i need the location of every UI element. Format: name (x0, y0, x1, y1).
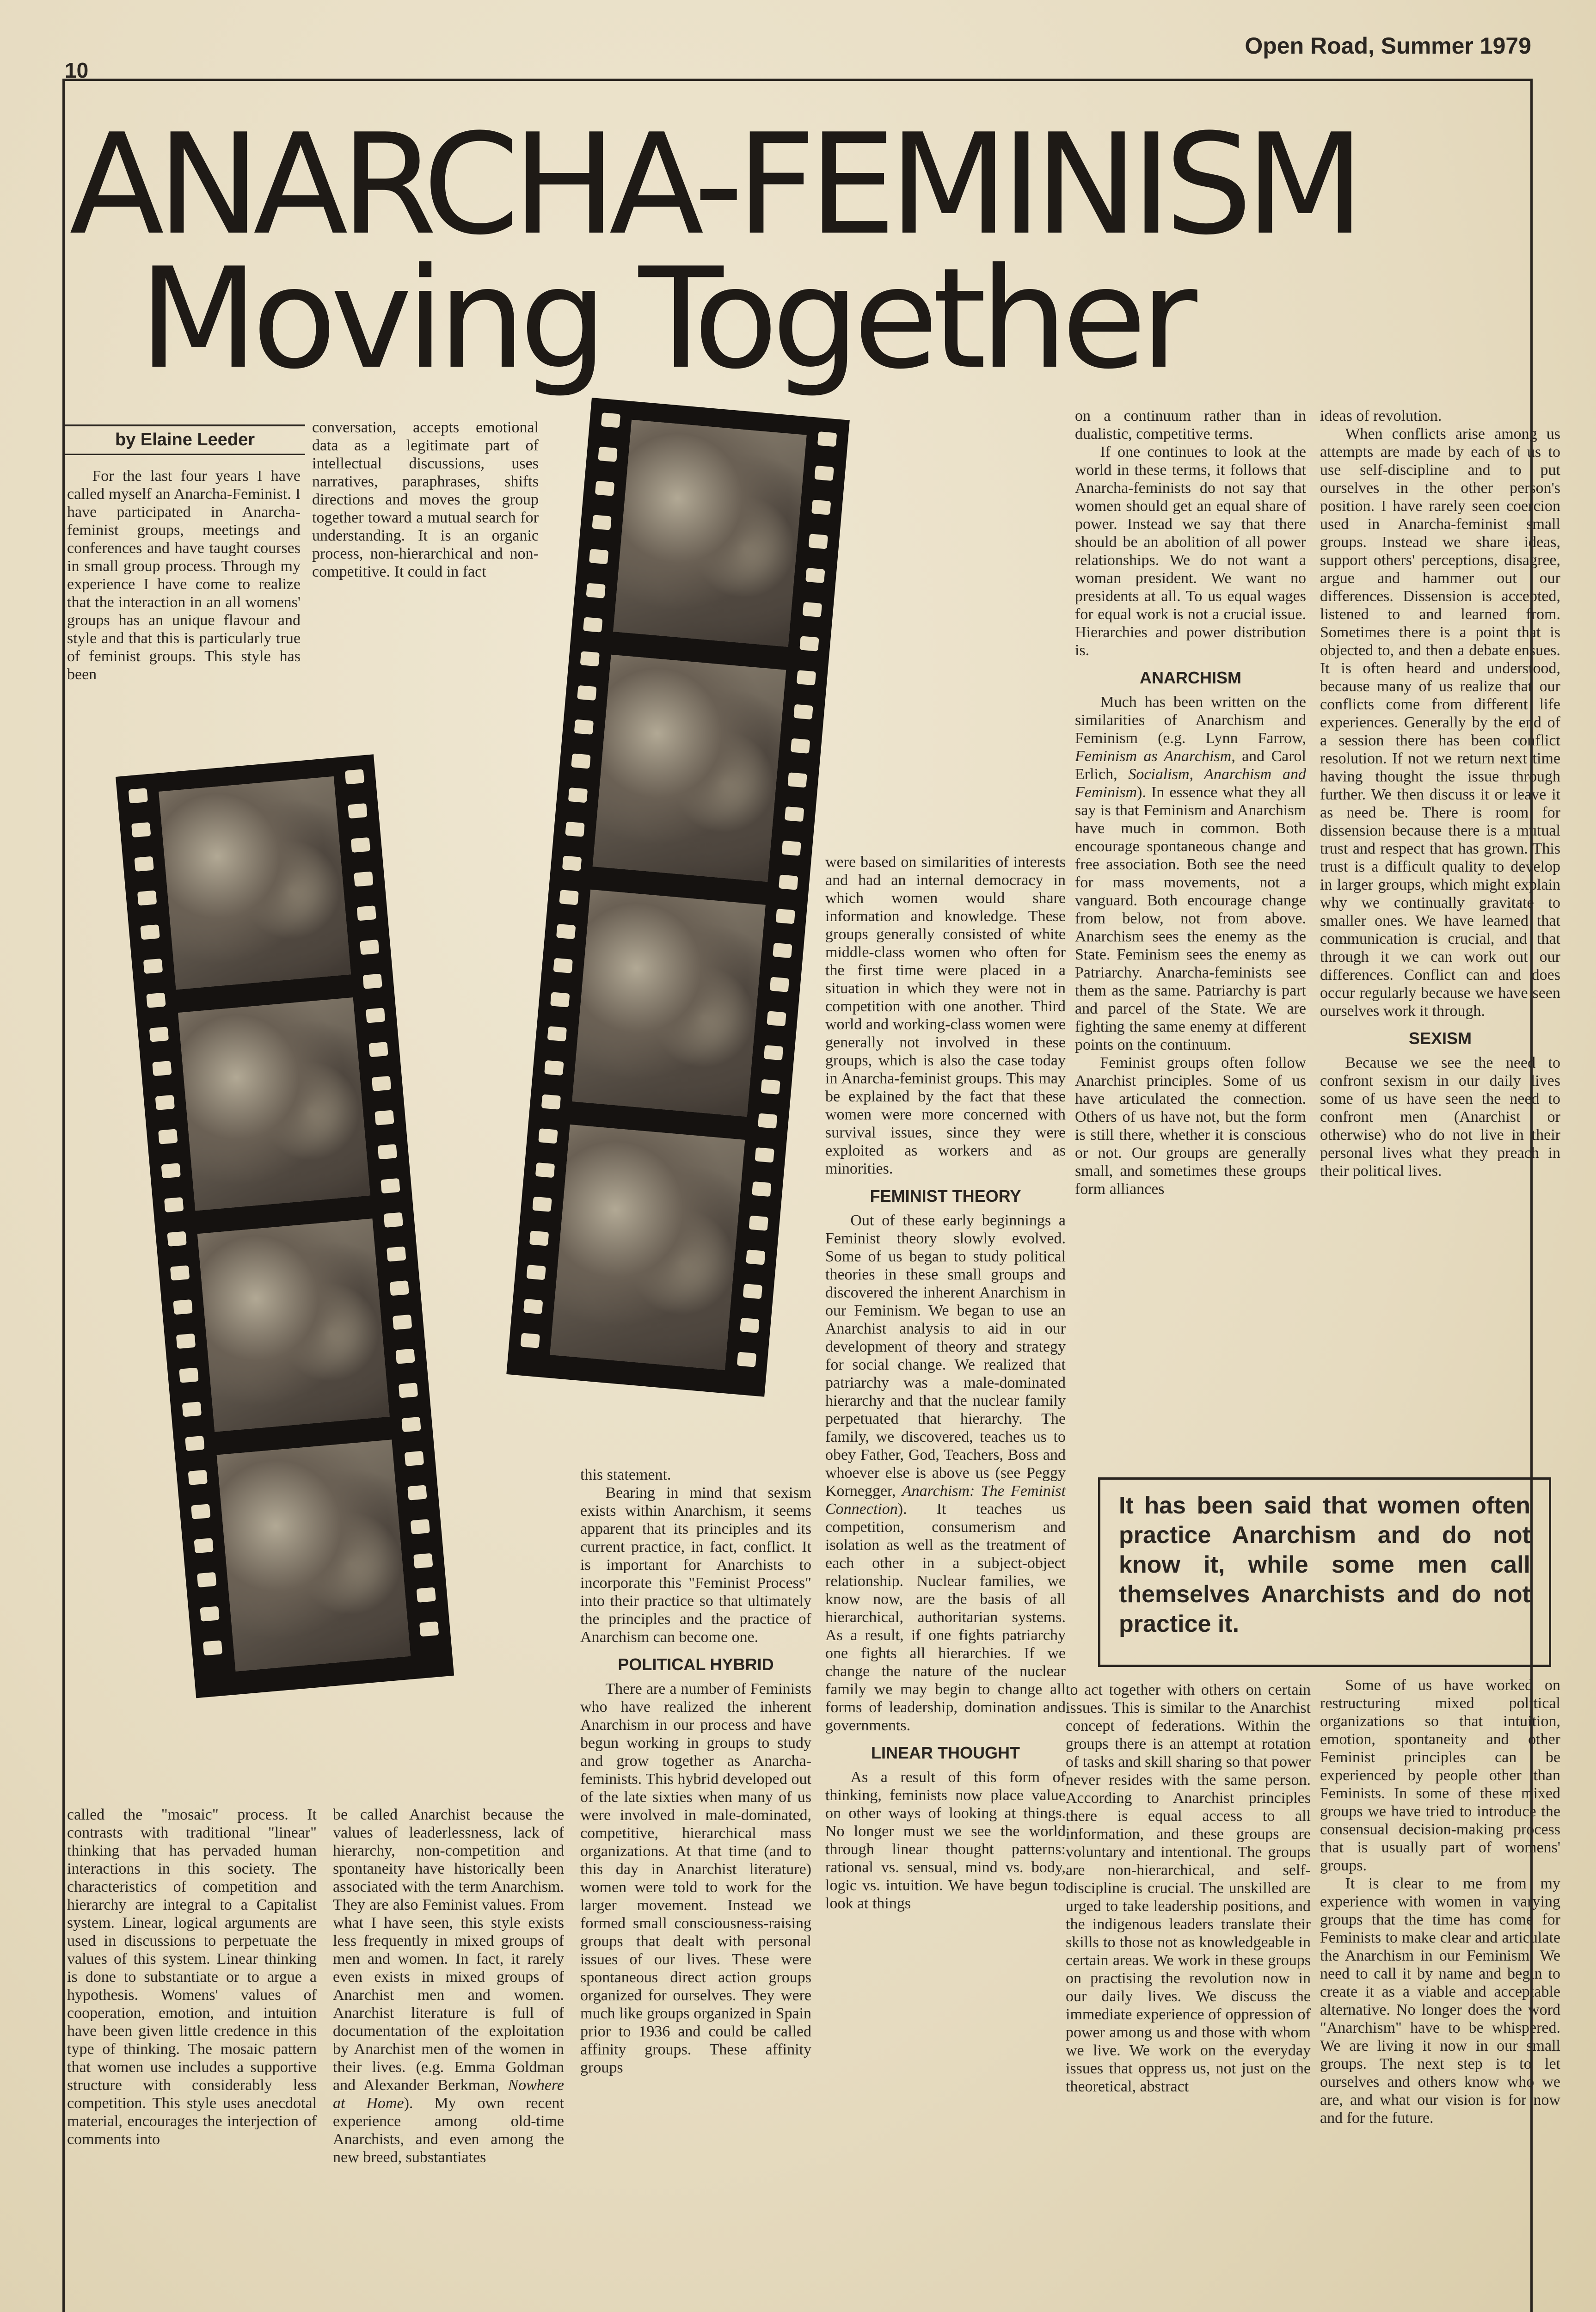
headline-main: ANARCHA-FEMINISM (69, 104, 1357, 265)
column-feminist-theory: were based on similarities of interests and had an internal democracy in which women would share information and knowledge. These groups generally consisted of white middle-class women who often for the first time were placed in a situation in which they were not in competition with one another. Third world and working-class women were generally not involved in these groups, which is also the case today in Anarcha-feminist groups. This may be explained by the fact that these women were more concerned with survival issues, since they were exploited as workers and as minorities. FEMINIST THEORY Out of these early beginnings a Feminist theory slowly evolved. Some of us began to study political theories in these small groups and discovered the inherent Anarchism in our Feminism. We began to use an Anarchist analysis to aid in our development of theory and strategy for social change. We realized that patriarchy was a male-dominated hierarchy and that the nuclear family perpetuated that hierarchy. The family, we discovered, teaches us to obey Father, God, Teachers, Boss and whoever else is above us (see Peggy Kornegger, Anarchism: The Feminist Connection). It teaches us competition, consumerism and isolation as well as the treatment of each other in a subject-object relationship. Nuclear families, we know now, are the basis of all hierarchical, authoritarian systems. As a result, if one fights patriarchy one fights all hierarchies. If we change the nature of the nuclear family we may begin to change all forms of leadership, domination and governments. LINEAR THOUGHT As a result of this form of thinking, feminists now place value on other ways of looking at things. No longer must we see the world through linear thought patterns: rational vs. sensual, mind vs. body, logic vs. intuition. We have begun to look at things (825, 854, 1066, 1912)
photo-frame (572, 890, 766, 1117)
section-heading-sexism: SEXISM (1408, 1029, 1472, 1048)
section-heading-anarchism: ANARCHISM (1140, 668, 1241, 687)
column-mosaic: called the "mosaic" process. It contrasts with traditional "linear" thinking that has pervaded human interactions in this society. The characteristics of competition and hierarchy are integral to a Capitalist system. Linear, logical arguments are used in discussions to perpetuate the values of this system. Linear thinking is done to substantiate or to argue a hypothesis. Womens' values of cooperation, emotion, and intuition have been given little credence in this type of thinking. The mosaic pattern that women use includes a supportive structure with considerably less competition. This style uses anecdotal material, encourages the interjection of comments into (67, 1806, 317, 2148)
column-conversation: conversation, accepts emotional data as a legitimate part of intellectual discussions, uses narratives, paraphrases, shifts directions and moves the group together toward a mutual search for understanding. It is an organic process, non-hierarchical and non-competitive. It could in fact (312, 419, 539, 580)
photo-frame (197, 1218, 390, 1432)
headline-sub: Moving Together (139, 238, 1191, 400)
photo-frame (613, 420, 807, 647)
intro-column: For the last four years I have called myself an Anarcha-Feminist. I have participated in Anarcha-feminist groups, meetings and conferences and have taught courses in small group process. Through my experience I have come to realize that the interaction in an all womens' groups has an unique flavour and style and that this is particularly true of feminist groups. This style has been (67, 467, 301, 683)
photo-frame (593, 655, 786, 882)
section-heading-political-hybrid: POLITICAL HYBRID (618, 1655, 774, 1674)
column-anarchist-values: be called Anarchist because the values of leaderlessness, lack of hierarchy, non-competition and spontaneity have historically been associated with the term Anarchism. They are also Feminist values. From what I have seen, this style exists less frequently in mixed groups of men and women. In fact, it rarely even exists in mixed groups of Anarchist men and women. Anarchist literature is full of documentation of the exploitation by Anarchist men of the women in their lives. (e.g. Emma Goldman and Alexander Berkman, Nowhere at Home). My own recent experience among old-time Anarchists, and even among the new breed, substantiates (333, 1806, 564, 2166)
column-federations: to act together with others on certain issues. This is similar to the Anarchist concept of federations. Within the groups there is an attempt at rotation of tasks and skill sharing so that power never resides with the same person. According to Anarchist principles there is equal access to all information, and these groups are voluntary and intentional. The groups are non-hierarchical, and self-discipline is crucial. The unskilled are urged to take leadership positions, and the indigenous leaders translate their skills to those not as knowledgeable in certain areas. We work in these groups on practising the revolution now in our daily lives. We discuss the immediate experience of oppression of power among us and those with whom we live. We work on the everyday issues that oppress us, not just on the theoretical, abstract (1066, 1681, 1311, 2095)
section-heading-linear-thought: LINEAR THOUGHT (871, 1743, 1020, 1762)
column-conflicts: ideas of revolution. When conflicts arise among us attempts are made by each of us to use self-discipline and to put ourselves in the other person's position. I have rarely seen coercion used in Anarcha-feminist small groups. Instead we share ideas, support others' perceptions, disagree, argue and hammer out our differences. Dissension is accepted, listened to and learned from. Sometimes there is a point that is objected to, and then a debate ensues. It is often heard and understood, because many of us realize that our conflicts come from different life experiences. Generally by the end of a session there has been conflict resolution. If not we return next time having thought the issue through further. We then discuss it or leave it as need be. There is room for dissension because there is a mutual trust and respect that has grown. This trust is a difficult quality to develop in larger groups, which might explain why we continually gravitate to smaller ones. We have learned that communication is crucial, and that through it we can work out our differences. Conflict can and does occur regularly because we have seen ourselves work it through. SEXISM Because we see the need to confront sexism in our daily lives some of us have seen the need to confront men (Anarchist or otherwise) who do not live in their personal lives what they preach in their political lives. (1320, 407, 1560, 1180)
column-anarchism: on a continuum rather than in dualistic, competitive terms. If one continues to look at the world in these terms, it follows that Anarcha-feminists do not say that women should get an equal share of power. Instead we say that there should be an abolition of all power relationships. We do not want a woman president. We want no presidents at all. To us equal wages for equal work is not a crucial issue. Hierarchies and power distribution is. ANARCHISM Much has been written on the similarities of Anarchism and Feminism (e.g. Lynn Farrow, Feminism as Anarchism, and Carol Erlich, Socialism, Anarchism and Feminism). In essence what they all say is that Feminism and Anarchism have much in common. Both encourage spontaneous change and free association. Both see the need for mass movements, not a vanguard. Both encourage change from below, not from above. Anarchism sees the enemy as the State. Feminism sees the enemy as Patriarchy. Anarcha-feminists see them as the same. Patriarchy is part and parcel of the State. We are fighting the same enemy at different points on the continuum. Feminist groups often follow Anarchist principles. Some of us have articulated the connection. Others of us have not, but the form is still there, whether it is conscious or not. Our groups are generally small, and sometimes these groups form alliances (1075, 407, 1306, 1198)
section-heading-feminist-theory: FEMINIST THEORY (870, 1187, 1021, 1205)
photo-frame (217, 1439, 411, 1671)
photo-frame (550, 1125, 745, 1370)
column-conclusion: Some of us have worked on restructuring mixed political organizations so that intuition, emotion, spontaneity and other Feminist principles can be experienced by people other than Feminists. In some of these mixed groups we have tried to introduce the consensual decision-making process that is usually part of womens' groups. It is clear to me from my experience with women in varying groups that the time has come for Feminists to make clear and articulate the Anarchism in our Feminism. We need to call it by name and begin to create it as a viable and acceptable alternative. No longer does the word "Anarchism" have to be whispered. We are living it now in our small groups. The next step is to let ourselves and others know who we are, and what our vision is for now and for the future. (1320, 1677, 1560, 2127)
photo-frame (178, 997, 370, 1211)
publication-line: Open Road, Summer 1979 (1245, 33, 1531, 59)
page-number: 10 (65, 58, 89, 82)
photo-frame (159, 776, 351, 990)
column-political-hybrid: this statement. Bearing in mind that sexism exists within Anarchism, it seems apparent that its principles and its current practice, in fact, conflict. It is important for Anarchists to incorporate this "Feminist Process" into their practice so that ultimately the principles and the practice of Anarchism can become one. POLITICAL HYBRID There are a number of Feminists who have realized the inherent Anarchism in our process and have begun working in groups to study and grow together as Anarcha-feminists. This hybrid developed out of the late sixties when many of us were involved in male-dominated, competitive, hierarchical mass organizations. At that time (and to this day in Anarchist literature) women were told to work for the larger movement. Instead we formed small consciousness-raising groups that dealt with personal issues of our lives. These were spontaneous direct action groups organized for ourselves. They were much like groups organized in Spain prior to 1936 and could be called affinity groups. These affinity groups (580, 1466, 811, 2076)
pull-quote: It has been said that women often practice Anarchism and do not know it, while some men call themselves Anarchists and do not practice it. (1098, 1477, 1551, 1667)
byline: by Elaine Leeder (65, 424, 305, 455)
